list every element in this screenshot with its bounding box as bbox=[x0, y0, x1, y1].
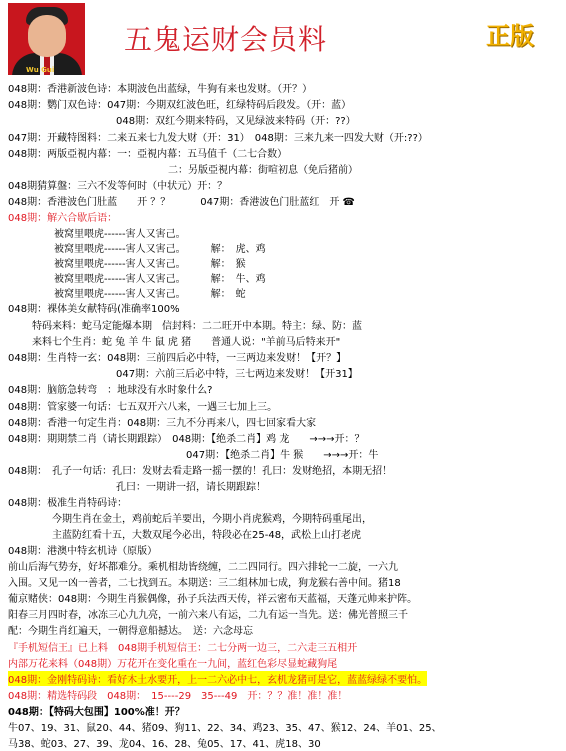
text-line: 048期：金刚特码诗：看好木土水要开，上一二六必中七，玄机龙猪可是它，蓝蓝绿绿不要怕。 bbox=[8, 671, 427, 686]
text-line: 内部万花来料（048期）万花开在变化重在一九间，蓝红色彩尽显蛇藏狗尾 bbox=[8, 659, 338, 670]
text-line: 048期：香港新波色诗：本期波色出蓝绿，牛狗有来也发财。（开？） bbox=[8, 84, 313, 95]
text-line: 被窝里喂虎------害人又害己。 解： 虎、鸡 bbox=[54, 244, 266, 255]
text-line: 047期：开藏特图料：二来五来七九发大财（开：31） 048期：三来九来一四发大财（开:??） bbox=[8, 133, 428, 144]
text-line: 被窝里喂虎------害人又害己。 bbox=[54, 229, 186, 240]
text-line: 阳春三月四时春，冰冻三心九九亮，一前六来八有运，二九有运一当先。送：佛光普照三千 bbox=[8, 610, 408, 621]
text-line: 048期：港澳中特玄机诗（原版） bbox=[8, 546, 158, 557]
text-line: 048期： 孔子一句话：孔曰：发财去看走路一摇一摆的！孔曰：发财绝招，本期无招！ bbox=[8, 466, 393, 477]
text-line: 048期：脑筋急转弯 ：地球没有水时象什么? bbox=[8, 385, 213, 396]
text-line: 前山后海气势夯，好坏都难分。乘机相劫皆绕缠，二二四同行。四六排轮一二旋，一六九 bbox=[8, 562, 398, 573]
text-line: 孔曰：一期讲一招，请长期跟踪！ bbox=[116, 482, 266, 493]
text-line: 048期：精选特码段 048期： 15----29 35---49 开：？？准！准！准！ bbox=[8, 691, 348, 702]
text-line: 今期生肖在金土，鸡前蛇后羊要出，今期小肖虎猴鸡，今期特码重尾出， bbox=[52, 514, 372, 525]
text-line: 048期猜算盤：三六不发等何时（中状元）开：？ bbox=[8, 181, 228, 192]
text-line: 来料七个生肖：蛇 兔 羊 牛 鼠 虎 猪 普通人说："羊前马后特来开" bbox=[32, 337, 341, 348]
page-title: 五鬼运财会员料 bbox=[124, 23, 328, 56]
text-line: 048期：双红今期来特码，又见绿波来特码（开：??） bbox=[116, 116, 356, 127]
text-line: 被窝里喂虎------害人又害己。 解： 牛、鸡 bbox=[54, 274, 266, 285]
text-line: 入围。又见一凶一善者，二七找到五。本期送：三二组林加七成，狗龙猴右善中间。猪18 bbox=[8, 578, 401, 589]
text-line: 047期：六前三后必中特，三七两边来发财！【开31】 bbox=[116, 369, 358, 380]
host-photo bbox=[8, 3, 85, 75]
text-line: 葡京赌侠：048期：今期生肖猴偶像，孙子兵法西天传，祥云密布天蓝福，天蓬元帅来护阵。 bbox=[8, 594, 418, 605]
text-line: 被窝里喂虎------害人又害己。 解： 猴 bbox=[54, 259, 246, 270]
text-line: 048期：鹦门双色诗：047期：今期双红波色旺，红绿特码后段发。（开：蓝） bbox=[8, 100, 352, 111]
text-line: 048期：【特码大包围】100%准！开？ bbox=[8, 707, 185, 718]
text-line: 048期：生肖特一玄：048期：三前四后必中特，一三两边来发财！【开？】 bbox=[8, 353, 347, 364]
text-line: 『手机短信王』已上料 048期手机短信王：二七分两一边三，二六走三五相开 bbox=[8, 643, 358, 654]
text-line: 048期：两版亞視内幕：一：亞視内幕：五马值千（二七合数） bbox=[8, 149, 288, 160]
text-line: 048期：极准生肖特码诗： bbox=[8, 498, 128, 509]
text-line: 配：今期生肖红遍天，一朝得意船撼达。 送：六念母忘 bbox=[8, 626, 253, 637]
photo-caption: Wu Gui bbox=[26, 66, 55, 74]
text-line: 048期：香港一句定生肖：048期：三九不分再来八，四七回家看大家 bbox=[8, 418, 317, 429]
text-line: 048期：解六合歇后语： bbox=[8, 213, 118, 224]
text-line: 二：另版亞視内幕：街喧初息（免后猪前） bbox=[168, 165, 358, 176]
text-line: 牛07、19、31、鼠20、44、猪09、狗11、22、34、鸡23、35、47、猴12、24、羊01、25、 bbox=[8, 723, 442, 734]
text-line: 马38、蛇03、27、39、龙04、16、28、兔05、17、41、虎18、30 bbox=[8, 739, 321, 750]
text-line: 被窝里喂虎------害人又害己。 解： 蛇 bbox=[54, 289, 246, 300]
text-line: 048期：香港波色门肚蓝 开 ？？ 047期：香港波色门肚蓝红 开 ☎ bbox=[8, 197, 355, 208]
text-line: 特码来料：蛇马定能爆本期 信封料：二二旺开中本期。特主：绿、防：蓝 bbox=[32, 321, 362, 332]
text-line: 047期：【绝杀二肖】牛 猴 →→→开：牛 bbox=[186, 450, 379, 461]
text-line: 主蓝防红看十五，大数双尾今必出，特段必在25-48，武松上山打老虎 bbox=[52, 530, 362, 541]
text-line: 048期：期期禁二肖（请长期跟踪） 048期：【绝杀二肖】鸡 龙 →→→开：？ bbox=[8, 434, 365, 445]
text-line: 048期：裸体美女献特码(准确率100% bbox=[8, 304, 180, 315]
genuine-badge: 正版 bbox=[486, 22, 534, 50]
text-line: 048期：管家婆一句话：七五双开六八来，一遇三七加上三。 bbox=[8, 402, 278, 413]
